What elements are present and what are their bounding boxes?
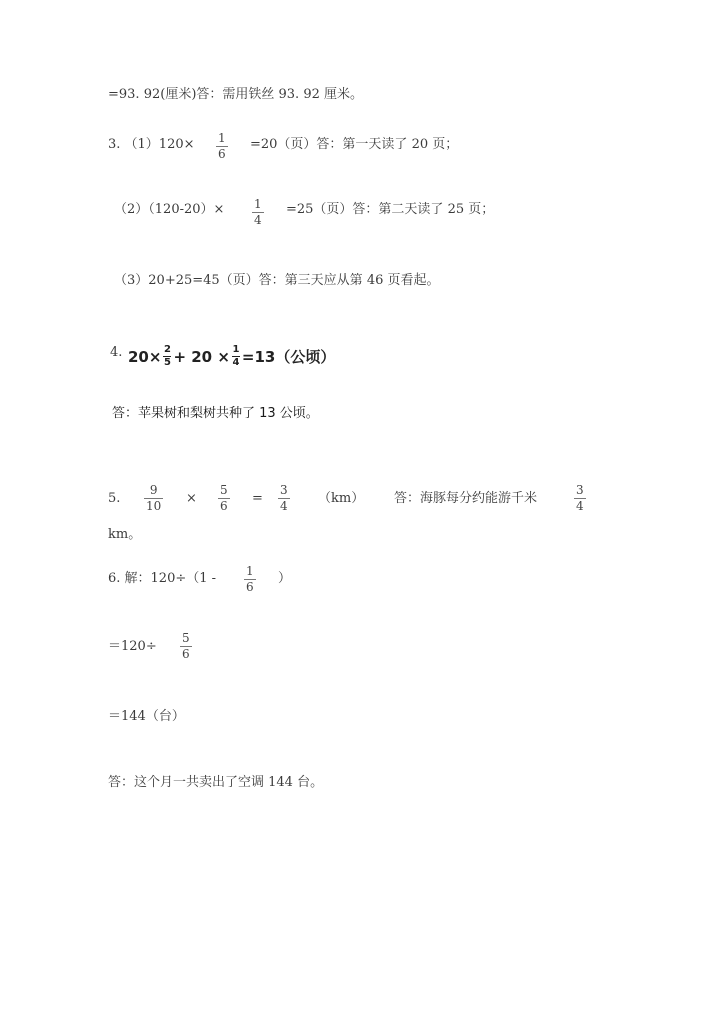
item3-part1-suffix: =20（页）答：第一天读了 20 页； <box>250 137 459 152</box>
item6-line2-fraction <box>180 632 192 661</box>
item4-answer: 答：苹果树和梨树共种了 13 公顷。 <box>112 406 319 421</box>
fraction-numerator: 1 <box>246 564 254 578</box>
item3-part1-prefix: 3. （1）120× <box>108 137 195 152</box>
item5-equals: = <box>252 491 263 506</box>
fraction-numerator: 9 <box>149 483 158 497</box>
item6-answer: 答：这个月一共卖出了空调 144 台。 <box>108 775 324 790</box>
item3-part1-fraction <box>216 132 228 161</box>
fraction-numerator: 5 <box>182 631 190 645</box>
fraction-denominator: 4 <box>280 499 288 513</box>
item4-equation <box>128 345 335 368</box>
item3-part2-prefix: （2）（120-20）× <box>114 202 225 217</box>
line-answer-wire: =93. 92(厘米)答：需用铁丝 93. 92 厘米。 <box>108 87 363 102</box>
item5-fraction-2 <box>218 484 230 513</box>
item5-unit: （km） <box>318 491 365 506</box>
fraction-numerator: 1 <box>254 197 262 211</box>
eq-fraction-1 <box>163 345 171 368</box>
fraction-denominator: 4 <box>576 499 584 513</box>
fraction-numerator: 5 <box>220 483 228 497</box>
fraction-numerator: 3 <box>576 483 584 497</box>
fraction-denominator: 5 <box>163 357 171 368</box>
item5-label: 5. <box>108 491 121 506</box>
fraction-denominator: 6 <box>220 499 228 513</box>
fraction-denominator: 10 <box>146 499 162 513</box>
item5-km: km。 <box>108 527 142 542</box>
fraction-denominator: 6 <box>218 147 226 161</box>
item6-line1-fraction <box>244 565 256 594</box>
eq-term-b: + 20 × <box>173 347 230 366</box>
fraction-denominator: 4 <box>254 213 262 227</box>
item5-answer: 答：海豚每分约能游千米 <box>394 491 538 506</box>
item3-part2-suffix: =25（页）答：第二天读了 25 页； <box>286 202 495 217</box>
item5-fraction-4 <box>574 484 586 513</box>
eq-term-a: 20× <box>128 347 162 366</box>
item5-times: × <box>186 491 197 506</box>
item6-line2-prefix: ＝120÷ <box>108 639 157 654</box>
fraction-numerator: 3 <box>280 483 288 497</box>
item6-line3: ＝144（台） <box>108 709 185 724</box>
fraction-numerator: 1 <box>232 344 240 355</box>
item5-fraction-1 <box>144 484 163 513</box>
item3-part2-fraction <box>252 198 264 227</box>
item5-fraction-3 <box>278 484 290 513</box>
item6-line1-suffix: ） <box>278 571 292 586</box>
fraction-denominator: 6 <box>182 647 190 661</box>
item4-label: 4. <box>110 345 123 360</box>
fraction-denominator: 4 <box>232 357 240 368</box>
item6-line1-prefix: 6. 解：120÷（1 - <box>108 571 217 586</box>
eq-fraction-2 <box>232 345 240 368</box>
fraction-numerator: 2 <box>163 344 171 355</box>
eq-term-c: =13（公顷） <box>241 348 336 366</box>
fraction-denominator: 6 <box>246 580 254 594</box>
fraction-numerator: 1 <box>218 131 226 145</box>
item3-part3: （3）20+25=45（页）答：第三天应从第 46 页看起。 <box>114 273 440 288</box>
